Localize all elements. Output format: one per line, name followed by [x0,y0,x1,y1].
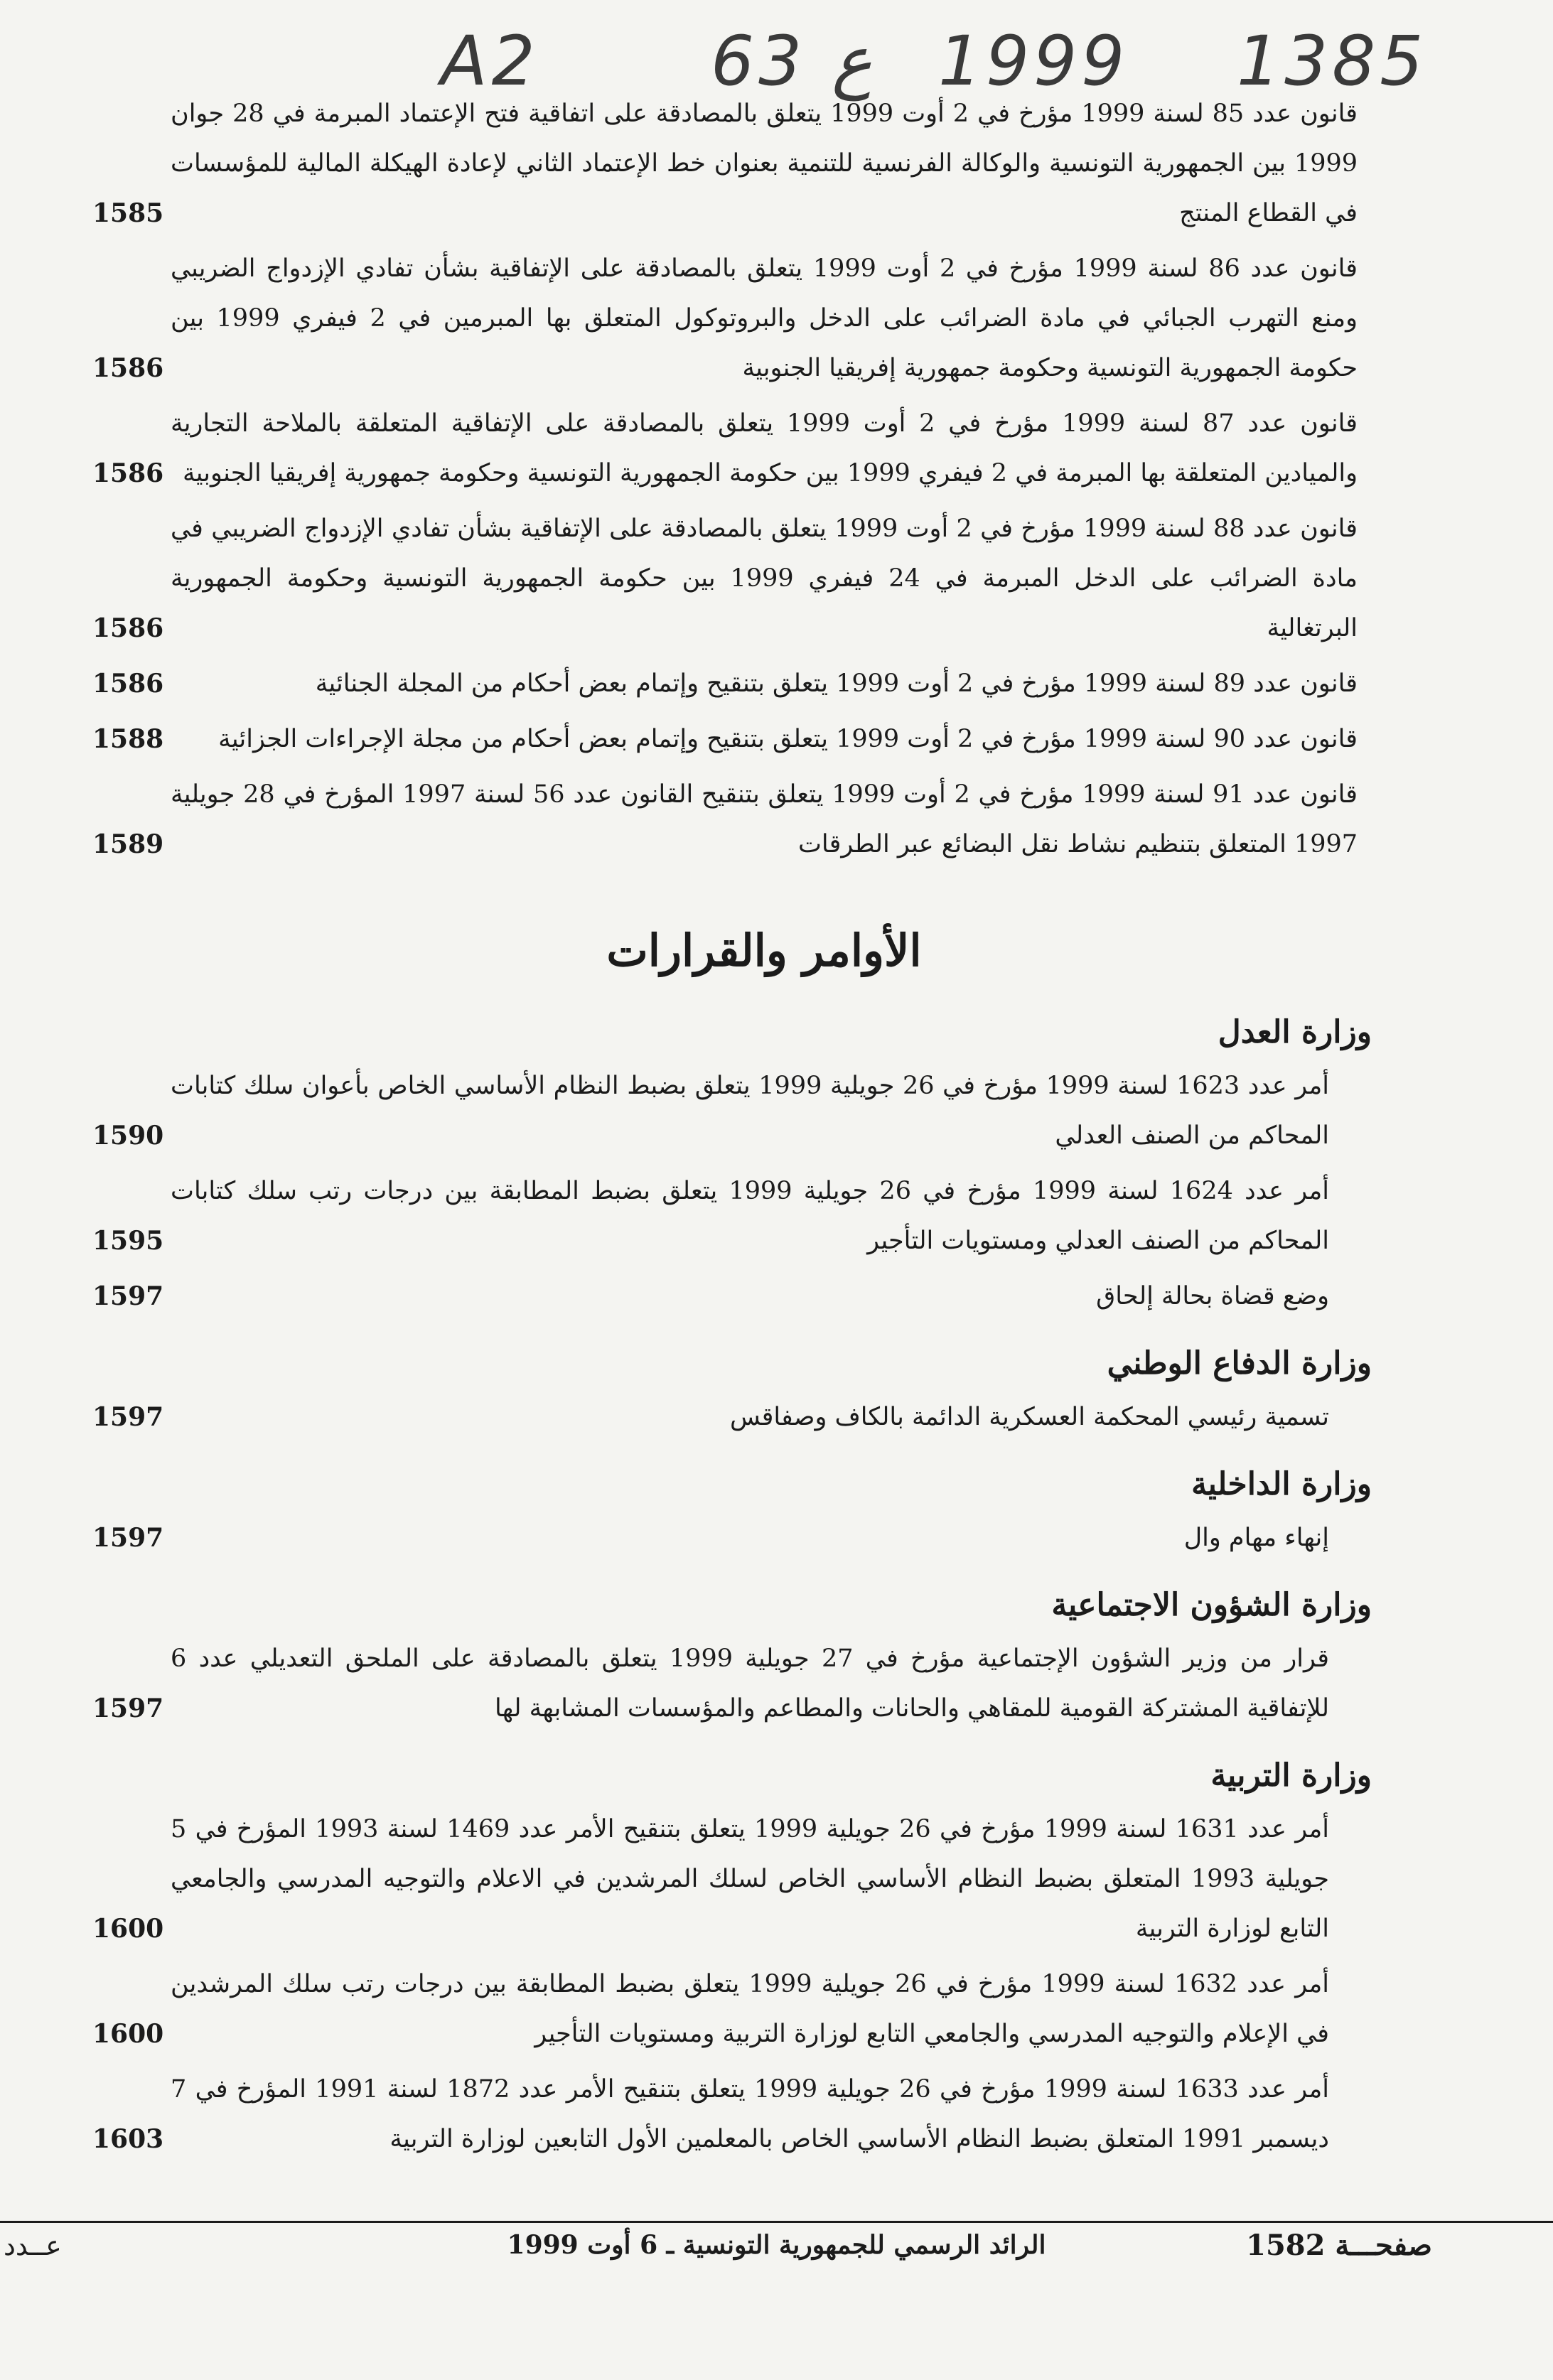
law-entry[interactable] [92,244,1358,393]
decree-entry[interactable] [92,1061,1329,1161]
handwritten-letter: ع [832,21,873,101]
page-number: 1588 [92,724,164,754]
page-footer [0,2221,1553,2280]
page-number: 1603 [92,2124,164,2154]
law-entry[interactable] [92,659,1358,709]
page-number: 1597 [92,1694,164,1723]
handwritten-number: 63 [711,21,807,101]
footer-publication-title: الرائد الرسمي للجمهورية التونسية ـ 6 أوت 1999 [507,2230,1046,2260]
page-number: 1597 [92,1402,164,1432]
law-text: قانون عدد 85 لسنة 1999 مؤرخ في 2 أوت 1999 يتعلق بالمصادقة على اتفاقية فتح الإعتماد المبرمة في 28 جوان 1999 بين الجمهورية التونسية والوكالة الفرنسية للتنمية بعنوان خط الإعتماد الثاني لإعادة الهيكلة المالية للمؤسسات في القطاع المنتج [171,99,1358,227]
page-number: 1597 [92,1523,164,1553]
law-text: قانون عدد 86 لسنة 1999 مؤرخ في 2 أوت 1999 يتعلق بالمصادقة على الإتفاقية بشأن تفادي الإزدواج الضريبي ومنع التهرب الجبائي في مادة الضرائب على الدخل والبروتوكول المتعلق بها المبرمين في 2 فيفري 1999 بين حكومة الجمهورية التونسية وحكومة جمهورية إفريقيا الجنوبية [171,254,1358,382]
law-text: قانون عدد 89 لسنة 1999 مؤرخ في 2 أوت 1999 يتعلق بتنقيح وإتمام بعض أحكام من المجلة الجنائية [315,669,1358,698]
ministry-heading-social-affairs: وزارة الشؤون الاجتماعية [1051,1587,1372,1623]
law-text: قانون عدد 90 لسنة 1999 مؤرخ في 2 أوت 1999 يتعلق بتنقيح وإتمام بعض أحكام من مجلة الإجراءات الجزائية [218,725,1358,753]
page-number: 1586 [92,613,164,643]
page-number: 1586 [92,458,164,488]
decree-text: أمر عدد 1633 لسنة 1999 مؤرخ في 26 جويلية 1999 يتعلق بتنقيح الأمر عدد 1872 لسنة 1991 المؤرخ في 7 ديسمبر 1991 المتعلق بضبط النظام الأساسي الخاص بالمعلمين الأول التابعين لوزارة التربية [171,2075,1330,2153]
law-text: قانون عدد 91 لسنة 1999 مؤرخ في 2 أوت 1999 يتعلق بتنقيح القانون عدد 56 لسنة 1997 المؤرخ في 28 جويلية 1997 المتعلق بتنظيم نشاط نقل البضائع عبر الطرقات [171,780,1358,858]
law-entry[interactable] [92,504,1358,653]
page-number: 1589 [92,829,164,859]
ministry-heading-interior: وزارة الداخلية [1191,1466,1372,1502]
decree-text: أمر عدد 1632 لسنة 1999 مؤرخ في 26 جويلية 1999 يتعلق بضبط المطابقة بين درجات رتب سلك المرشدين في الإعلام والتوجيه المدرسي والجامعي التابع لوزارة التربية ومستويات التأجير [171,1970,1330,2048]
decree-entry[interactable] [92,1271,1329,1321]
decree-entry[interactable] [92,1804,1330,1954]
law-entry[interactable] [92,89,1358,238]
page-number: 1590 [92,1121,164,1151]
decree-entry[interactable] [92,1166,1329,1266]
decree-text: وضع قضاة بحالة إلحاق [1096,1282,1329,1310]
decree-text: أمر عدد 1631 لسنة 1999 مؤرخ في 26 جويلية 1999 يتعلق بتنقيح الأمر عدد 1469 لسنة 1993 المؤرخ في 5 جويلية 1993 المتعلق بضبط النظام الأساسي الخاص لسلك المرشدين في الاعلام والتوجيه المدرسي والجامعي التابع لوزارة التربية [171,1815,1330,1943]
page-number: 1597 [92,1281,164,1311]
decree-text: أمر عدد 1623 لسنة 1999 مؤرخ في 26 جويلية 1999 يتعلق بضبط النظام الأساسي الخاص بأعوان سلك كتابات المحاكم من الصنف العدلي [171,1072,1329,1150]
footer-issue-label: عــدد [4,2230,62,2261]
law-text: قانون عدد 88 لسنة 1999 مؤرخ في 2 أوت 1999 يتعلق بالمصادقة على الإتفاقية بشأن تفادي الإزدواج الضريبي في مادة الضرائب على الدخل المبرمة في 24 فيفري 1999 بين حكومة الجمهورية التونسية وحكومة الجمهورية البرتغالية [171,515,1358,642]
page-number: 1586 [92,669,164,699]
decree-entry[interactable] [92,1513,1329,1563]
page-number: 1595 [92,1226,164,1256]
decree-entry[interactable] [92,1634,1329,1733]
decree-entry[interactable] [92,1959,1330,2059]
handwritten-year: 1999 [938,21,1129,101]
section-heading: الأوامر والقرارات [606,925,922,976]
page-number: 1585 [92,198,164,228]
decree-entry[interactable] [92,1392,1329,1442]
ministry-heading-justice: وزارة العدل [1218,1014,1372,1050]
decree-text: قرار من وزير الشؤون الإجتماعية مؤرخ في 27 جويلية 1999 يتعلق بالمصادقة على الملحق التعديلي عدد 6 للإتفاقية المشتركة القومية للمقاهي والحانات والمطاعم والمؤسسات المشابهة لها [171,1644,1329,1723]
page-number: 1600 [92,1914,164,1944]
ministry-heading-defense: وزارة الدفاع الوطني [1107,1345,1372,1382]
table-of-contents [92,89,1372,2164]
ministry-heading-education: وزارة التربية [1210,1757,1372,1794]
decree-text: تسمية رئيسي المحكمة العسكرية الدائمة بالكاف وصفاقس [730,1403,1329,1431]
page-number: 1586 [92,353,164,383]
handwritten-serial: 1385 [1237,21,1428,101]
law-entry[interactable] [92,714,1358,764]
decree-text: أمر عدد 1624 لسنة 1999 مؤرخ في 26 جويلية 1999 يتعلق بضبط المطابقة بين درجات رتب سلك كتابات المحاكم من الصنف العدلي ومستويات التأجير [171,1177,1329,1255]
law-entry[interactable] [92,399,1358,498]
law-text: قانون عدد 87 لسنة 1999 مؤرخ في 2 أوت 1999 يتعلق بالمصادقة على الإتفاقية المتعلقة بالملاحة التجارية والميادين المتعلقة بها المبرمة في 2 فيفري 1999 بين حكومة الجمهورية التونسية وحكومة جمهورية إفريقيا الجنوبية [171,409,1358,488]
decree-entry[interactable] [92,2064,1330,2164]
handwritten-code: A2 [441,21,539,101]
page-number: 1600 [92,2019,164,2049]
law-entry[interactable] [92,770,1358,869]
footer-page-number: صفحـــة 1582 [1246,2229,1432,2262]
decree-text: إنهاء مهام وال [1183,1524,1329,1552]
